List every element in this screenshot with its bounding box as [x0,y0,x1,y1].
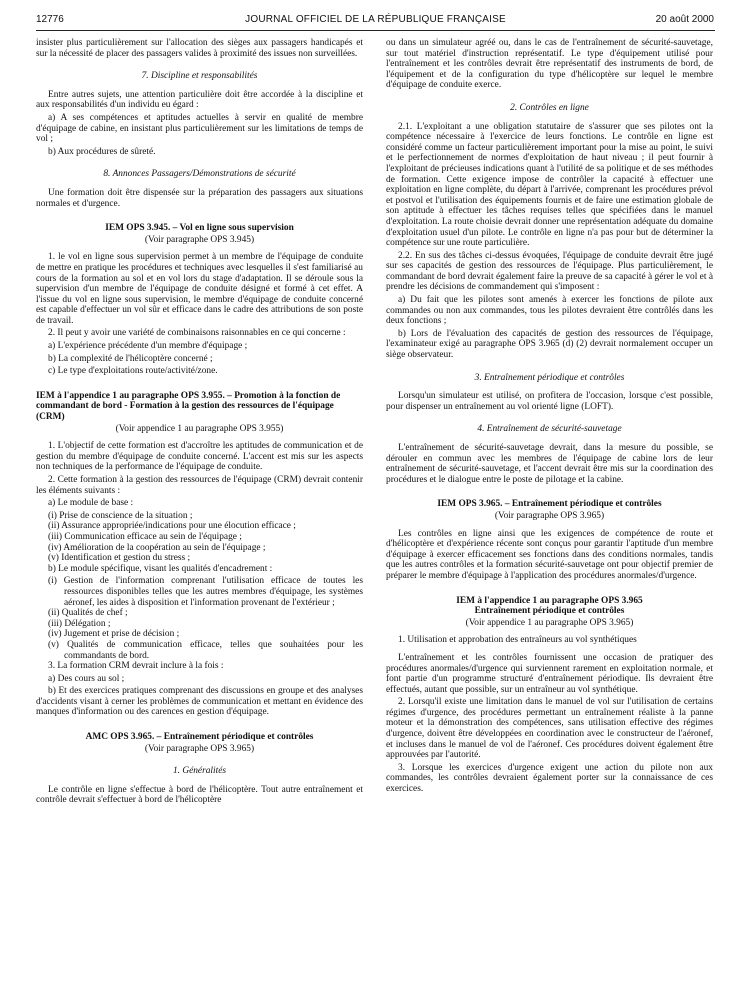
sub-list-item: (iv) Jugement et prise de décision ; [48,629,180,640]
page-header [0,14,751,30]
paragraph: insister plus particulièrement sur l'allocation des sièges aux passagers handicapés et sur la nécessité de placer des passagers valides à proximité des issues non surveillées. [36,38,363,59]
list-item: b) Le module spécifique, visant les qualités d'encadrement : [48,563,273,574]
list-item: a) A ses compétences et aptitudes actuelles à servir en qualité de membre d'équipage de cabine, en insistant plus particulièrement sur les limitations de temps de vol ; [36,112,363,145]
right-column [386,38,713,797]
list-item: b) La complexité de l'hélicoptère concerné ; [48,353,213,364]
sub-list-item: (v) Qualités de communication efficace, telles que souhaitées pour les commandants de bord. [48,639,363,661]
article-subtitle: Entraînement périodique et contrôles [474,606,625,617]
section-heading: 8. Annonces Passagers/Démonstrations de sécurité [103,169,296,180]
article-reference: (Voir paragraphe OPS 3.945) [144,234,255,245]
section-heading: 4. Entraînement de sécurité-sauvetage [477,424,622,435]
journal-title: JOURNAL OFFICIEL DE LA RÉPUBLIQUE FRANÇAISE [245,14,506,25]
article-reference: (Voir paragraphe OPS 3.965) [494,510,605,521]
paragraph: L'entraînement et les contrôles fournissent une occasion de pratiquer des procédures anormales/d'urgence qui surviennent rarement en exploitation normale, et font partie d'un programme structuré d'entraînement périodique. Ils devraient être effectués, autant que possible, sur un entraîneur au vol synthétique. [386,652,713,695]
sub-list-item: (iii) Communication efficace au sein de l'équipage ; [48,531,242,542]
left-column [36,38,363,808]
list-item: b) Et des exercices pratiques comprenant des discussions en groupe et des analyses d'accidents visant à cerner les problèmes de communication et mettant en évidence des manques d'information ou des carences en gestion d'équipage. [36,686,363,718]
header-rule [36,30,715,31]
paragraph: Le contrôle en ligne s'effectue à bord de l'hélicoptère. Tout autre entraînement et contrôle devrait s'effectuer à bord de l'hélicoptère [36,784,363,806]
paragraph: Une formation doit être dispensée sur la préparation des passagers aux situations normales et d'urgence. [36,187,363,209]
paragraph: 3. La formation CRM devrait inclure à la fois : [48,661,224,672]
paragraph: Lorsqu'un simulateur est utilisé, on profitera de l'occasion, lorsque c'est possible, pour dispenser un entraînement au vol orienté ligne (LOFT). [386,391,713,412]
sub-list-item: (i) Gestion de l'information comprenant l'utilisation efficace de toutes les ressources disponibles telles que les autres membres d'équipage, les systèmes aéronef, les aides à disposition et l'information provenant de l'extérieur ; [48,576,363,608]
sub-list-item: (ii) Assurance appropriée/indications pour une élocution efficace ; [48,521,296,532]
section-heading: 7. Discipline et responsabilités [141,71,258,82]
article-title: AMC OPS 3.965. – Entraînement périodique et contrôles [85,732,314,743]
paragraph: 2.1. L'exploitant a une obligation statutaire de s'assurer que ses pilotes ont la compétence nécessaire à l'exercice de leurs fonctions. Le contrôle en ligne est considéré comme un facteur particulièrement important pour la mise au point, le suivi et le perfectionnement de normes d'exploitation de haut niveau ; il peut fournir à l'exploitant de précieuses indications quant à l'utilité de sa politique et de ses méthodes de formation. Cette exigence impose de contrôler la capacité à effectuer une exploitation en ligne complète, du départ à l'arrivée, comprenant les procédures prévol et postvol et l'utilisation des équipements fournis et de faire une estimation globale de son aptitude à effectuer les tâches requises telles que spécifiées dans le manuel d'exploitation. La route choisie devrait donner une représentation adéquate du domaine d'exploitation usuel d'un pilote. Le contrôle en ligne n'a pas pour but de déterminer la compétence sur une route particulière. [386,121,713,249]
page-number: 12776 [36,14,64,25]
paragraph: Les contrôles en ligne ainsi que les exigences de compétence de route et d'hélicoptère et d'expérience récente sont conçus pour garantir l'aptitude d'un membre d'équipage à exercer efficacement ses fonctions dans des conditions normales, tandis que les autres contrôles et la formation sécurité-sauvetage ont pour objectif premier de préparer le membre d'équipage à l'application des procédures anormales/d'urgence. [386,528,713,581]
paragraph: 2.2. En sus des tâches ci-dessus évoquées, l'équipage de conduite devrait être jugé sur ses capacités de gestion des ressources de l'équipage. Plus particulièrement, le commandant de bord devrait également faire la preuve de sa capacité à gérer le vol et à prendre les décisions de commandement qui s'imposent : [386,250,713,293]
list-item: a) Des cours au sol ; [48,673,125,684]
list-item: c) Le type d'exploitations route/activité/zone. [48,366,218,377]
paragraph: 2. Lorsqu'il existe une limitation dans le manuel de vol sur l'utilisation de certains régimes d'urgence, des procédures permettant un entraînement réaliste à la panne moteur et la démonstration des compétences, sans utilisation effective des régimes d'urgence, doivent être développées en coordination avec le constructeur de l'aéronef, et incluses dans le manuel de vol de l'aéronef. Ces procédures doivent également être approuvées par l'autorité. [386,697,713,761]
paragraph: L'entraînement de sécurité-sauvetage devrait, dans la mesure du possible, se dérouler en commun avec les membres de l'équipage de cabine lors de leur entraînement de sécurité-sauvetage, et l'accent devrait être mis sur la coordination des procédures et le dialogue entre le poste de pilotage et la cabine. [386,443,713,485]
sub-list-item: (iv) Amélioration de la coopération au sein de l'équipage ; [48,542,266,553]
section-heading: 2. Contrôles en ligne [510,102,589,113]
article-reference: (Voir appendice 1 au paragraphe OPS 3.965) [465,617,634,628]
sub-list-item: (iii) Délégation ; [48,618,111,629]
paragraph: 3. Lorsque les exercices d'urgence exigent une action du pilote non aux commandes, les contrôles devraient également porter sur la connaissance de ces exercices. [386,762,713,795]
paragraph: 2. Il peut y avoir une variété de combinaisons raisonnables en ce qui concerne : [48,328,346,339]
article-reference: (Voir paragraphe OPS 3.965) [144,743,255,754]
article-title: IEM OPS 3.965. – Entraînement périodique et contrôles [437,499,662,510]
paragraph: 2. Cette formation à la gestion des ressources de l'équipage (CRM) devrait contenir les éléments suivants : [36,475,363,496]
paragraph: 1. le vol en ligne sous supervision permet à un membre de l'équipage de conduite de mettre en pratique les procédures et techniques avec lesquelles il s'est familiarisé au cours de la formation au sol et en vol lors du stage d'adaptation. Il se déroule sous la supervision d'un membre de l'équipage de conduite désigné et formé à cet effet. A l'issue du vol en ligne sous supervision, le membre d'équipage de conduite concerné est capable d'effectuer un vol sûr et efficace dans le cadre des attributions de son poste de travail. [36,252,363,326]
section-heading: 1. Utilisation et approbation des entraîneurs au vol synthétiques [398,635,637,646]
paragraph: Entre autres sujets, une attention particulière doit être accordée à la discipline et aux responsabilités d'un individu eu égard : [36,89,363,111]
list-item: a) Le module de base : [48,498,134,509]
article-reference: (Voir appendice 1 au paragraphe OPS 3.955) [115,423,284,434]
section-heading: 1. Généralités [172,766,227,777]
sub-list-item: (v) Identification et gestion du stress ; [48,553,191,564]
list-item: a) L'expérience précédente d'un membre d'équipage ; [48,341,248,352]
sub-list-item: (i) Prise de conscience de la situation ; [48,510,193,521]
article-title: IEM à l'appendice 1 au paragraphe OPS 3.955. – Promotion à la fonction de commandant de bord - Formation à la gestion des ressources de l'équipage (CRM) [36,390,341,423]
paragraph: ou dans un simulateur agréé ou, dans le cas de l'entraînement de sécurité-sauvetage, sur tout matériel d'instruction représentatif. Le type d'équipement utilisé pour l'entraînement et les contrôles devrait être représentatif des instruments de bord, de l'équipement et de la configuration du type d'hélicoptère sur lequel le membre d'équipage de conduite exerce. [386,38,713,91]
list-item: b) Aux procédures de sûreté. [48,146,156,157]
paragraph: 1. L'objectif de cette formation est d'accroître les aptitudes de communication et de gestion du membre d'équipage de conduite concerné. L'accent est mis sur les aspects non techniques de la performance de l'équipage de conduite. [36,441,363,473]
publication-date: 20 août 2000 [655,14,714,25]
article-title: IEM à l'appendice 1 au paragraphe OPS 3.965 [456,595,643,606]
list-item: a) Du fait que les pilotes sont amenés à exercer les fonctions de pilote aux commandes ou non aux commandes, tous les pilotes devraient être contrôlés dans les deux fonctions ; [386,295,713,327]
sub-list-item: (ii) Qualités de chef ; [48,608,128,619]
article-title: IEM OPS 3.945. – Vol en ligne sous supervision [105,223,294,234]
section-heading: 3. Entraînement périodique et contrôles [474,372,625,383]
list-item: b) Lors de l'évaluation des capacités de gestion des ressources de l'équipage, l'examinateur exigé au paragraphe OPS 3.965 (d) (2) devrait normalement occuper un siège observateur. [386,328,713,361]
